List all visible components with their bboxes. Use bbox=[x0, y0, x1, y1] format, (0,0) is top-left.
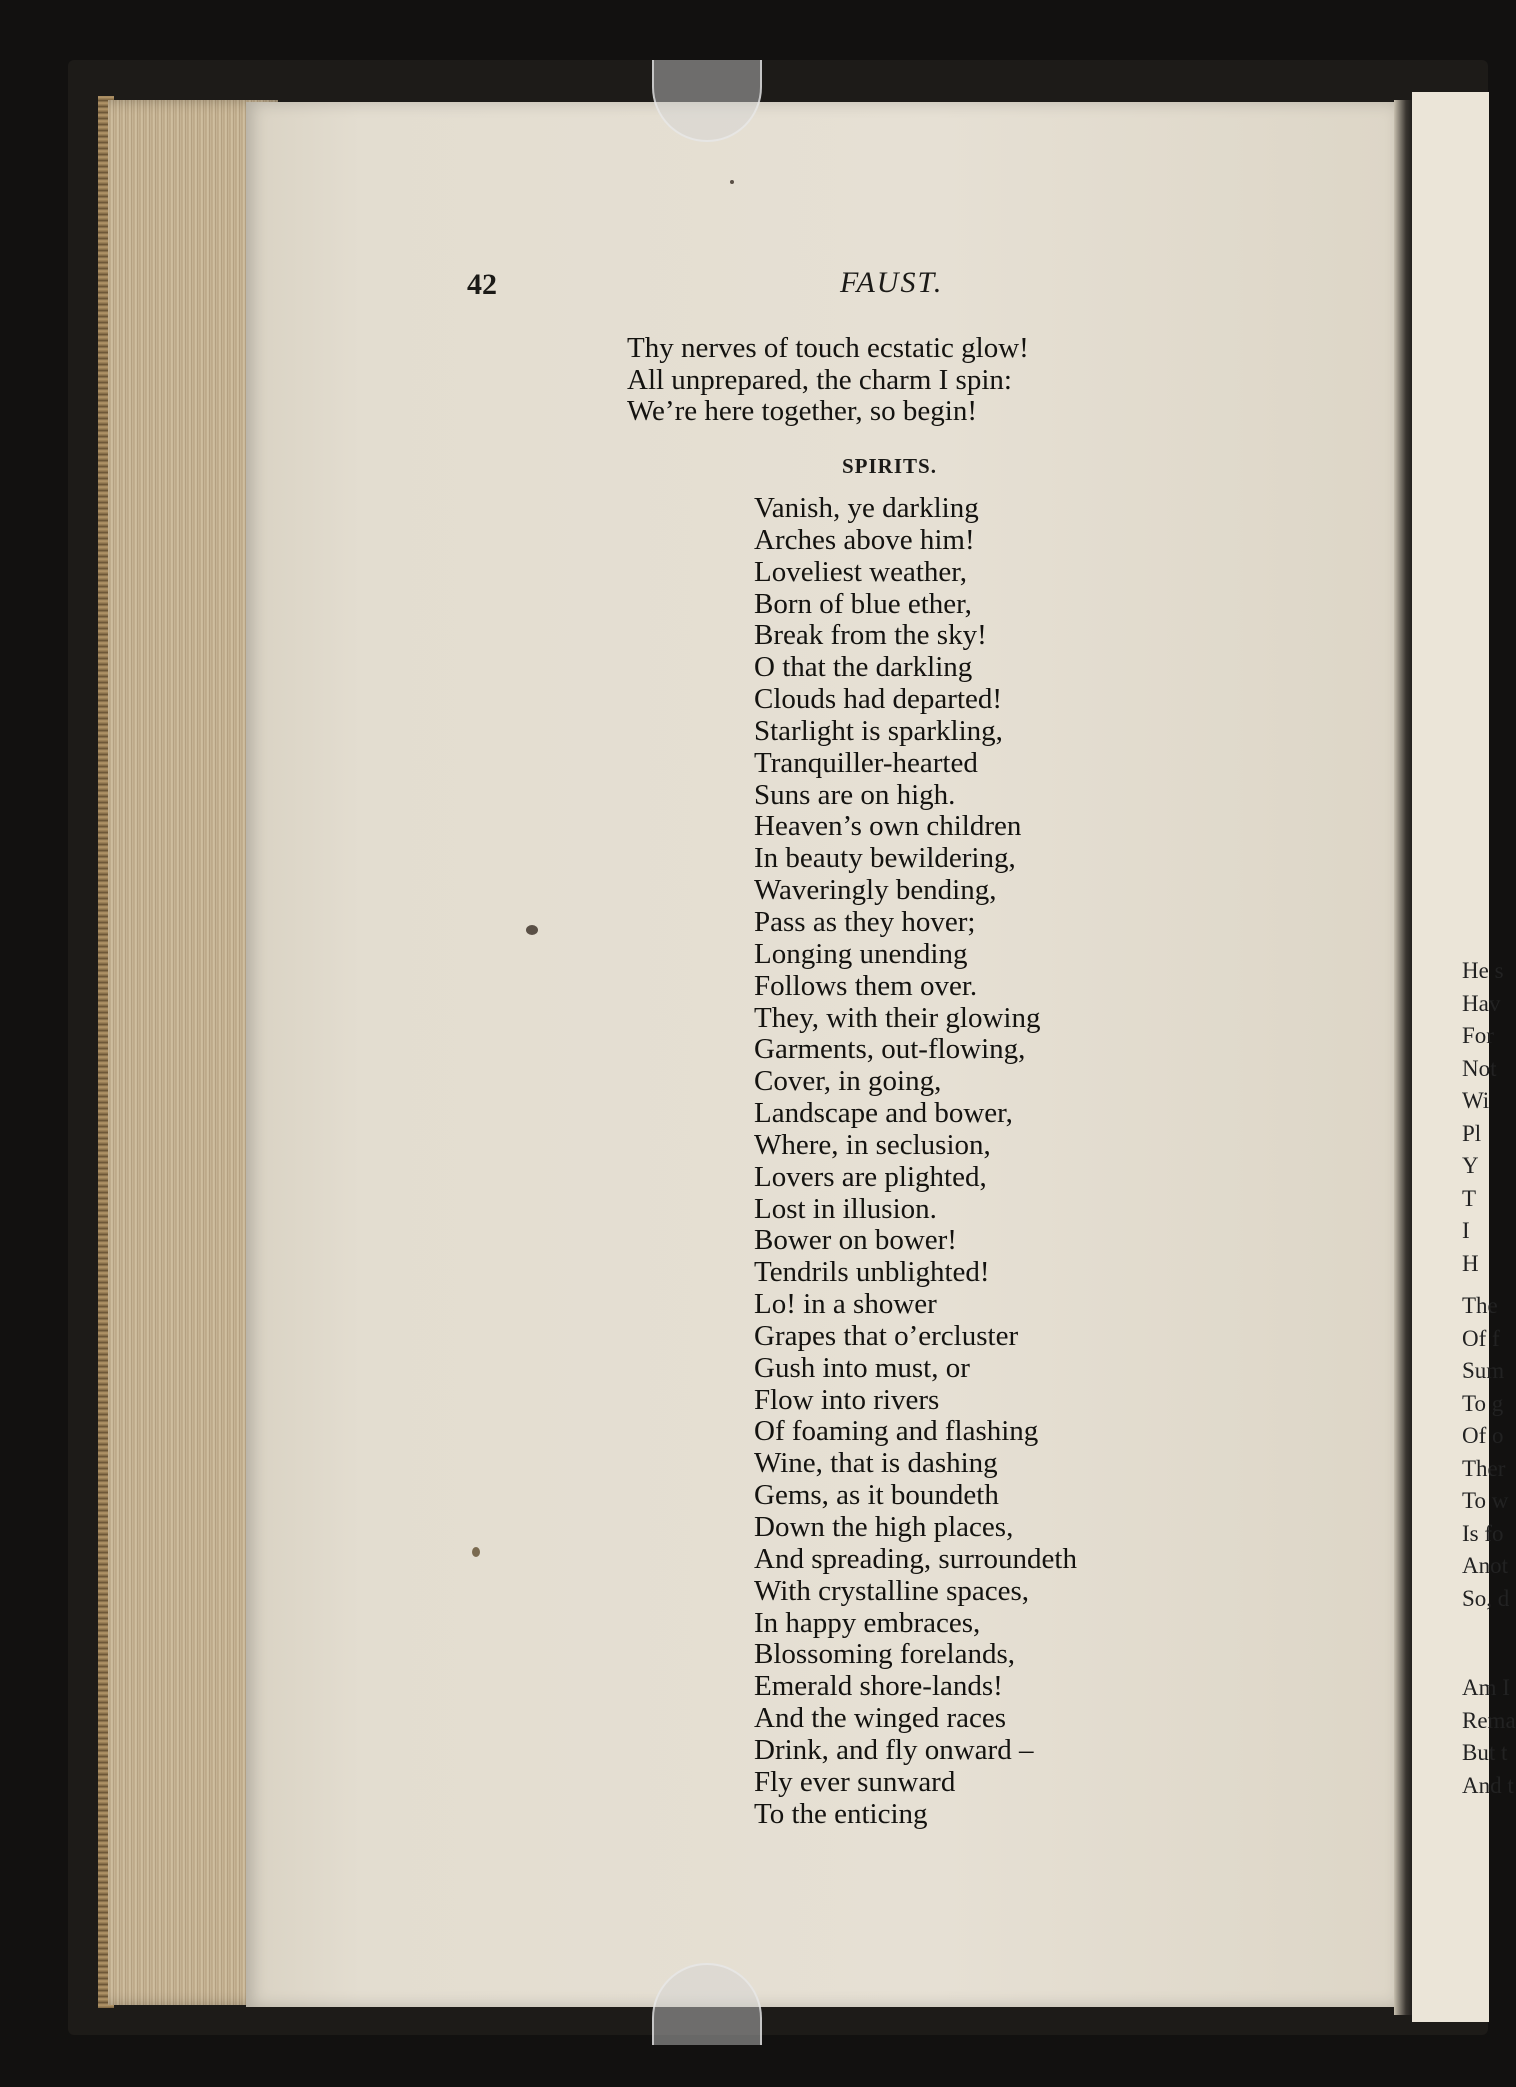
facing-page-line: To g bbox=[1462, 1390, 1504, 1416]
verse-line: Lost in illusion. bbox=[754, 1192, 937, 1225]
verse-line: Grapes that o’ercluster bbox=[754, 1319, 1019, 1352]
page-number: 42 bbox=[467, 268, 497, 301]
gutter bbox=[1394, 100, 1414, 2015]
verse-line: Lovers are plighted, bbox=[754, 1160, 987, 1193]
facing-page-line: For bbox=[1462, 1023, 1494, 1048]
verse-line: O that the darkling bbox=[754, 651, 973, 684]
verse-line: To the enticing bbox=[754, 1797, 928, 1830]
facing-page-line: Hav bbox=[1462, 990, 1501, 1016]
verse-line: Waveringly bending, bbox=[754, 874, 997, 907]
facing-page-line: Am I bbox=[1462, 1675, 1510, 1700]
facing-page-line: Of o bbox=[1462, 1423, 1504, 1448]
facing-page-line: To w bbox=[1462, 1488, 1509, 1513]
verse-line: And the winged races bbox=[754, 1702, 1007, 1735]
facing-page-line: Y bbox=[1462, 1153, 1479, 1178]
verse-line: In happy embraces, bbox=[754, 1606, 981, 1639]
verse-line: Longing unending bbox=[754, 937, 968, 970]
facing-page-line: And t bbox=[1462, 1772, 1514, 1798]
speaker-heading: SPIRITS. bbox=[842, 454, 937, 478]
verse-line: Emerald shore-lands! bbox=[754, 1670, 1003, 1703]
verse-line: We’re here together, so begin! bbox=[627, 395, 977, 427]
verse-line: Gems, as it boundeth bbox=[754, 1479, 999, 1512]
facing-page-line: H bbox=[1462, 1250, 1479, 1276]
verse-line: Wine, that is dashing bbox=[754, 1447, 998, 1480]
verse-line: Cover, in going, bbox=[754, 1065, 942, 1098]
facing-page-line: Not bbox=[1462, 1055, 1497, 1081]
spirits-verse bbox=[754, 493, 1077, 1830]
facing-page-line: T bbox=[1462, 1185, 1477, 1211]
verse-line: All unprepared, the charm I spin: bbox=[627, 363, 1012, 396]
verse-line: Drink, and fly onward – bbox=[754, 1733, 1034, 1766]
verse-line: Lo! in a shower bbox=[754, 1288, 937, 1321]
verse-line: Follows them over. bbox=[754, 969, 978, 1002]
facing-page-line: Sum bbox=[1462, 1358, 1505, 1383]
verse-line: Blossoming forelands, bbox=[754, 1638, 1015, 1671]
verse-line: Where, in seclusion, bbox=[754, 1128, 991, 1161]
facing-page-line: Pl bbox=[1462, 1120, 1482, 1146]
verse-line: Born of blue ether, bbox=[754, 587, 972, 620]
facing-page-line: Anot bbox=[1462, 1553, 1508, 1578]
verse-line: They, with their glowing bbox=[754, 1001, 1041, 1034]
facing-page-text-block-1 bbox=[1462, 955, 1504, 1280]
page-speck bbox=[526, 925, 538, 935]
verse-line: Heaven’s own children bbox=[754, 810, 1022, 843]
verse-line: Fly ever sunward bbox=[754, 1765, 956, 1798]
facing-page-line: But t bbox=[1462, 1740, 1508, 1765]
verse-line: Vanish, ye darkling bbox=[754, 492, 979, 524]
verse-line: Break from the sky! bbox=[754, 619, 987, 652]
verse-line: Starlight is sparkling, bbox=[754, 714, 1003, 747]
running-head: FAUST. bbox=[840, 266, 944, 299]
verse-line: Pass as they hover; bbox=[754, 905, 976, 938]
facing-page-line: Rema bbox=[1462, 1707, 1516, 1733]
verse-line: Landscape and bower, bbox=[754, 1097, 1013, 1130]
facing-page-line: So, d bbox=[1462, 1585, 1510, 1611]
facing-page-line: He s bbox=[1462, 958, 1504, 983]
facing-page-line: Is fo bbox=[1462, 1520, 1504, 1546]
page-speck bbox=[472, 1547, 480, 1557]
verse-line: Bower on bower! bbox=[754, 1224, 957, 1257]
page-speck bbox=[730, 180, 734, 184]
verse-line: Garments, out-flowing, bbox=[754, 1033, 1026, 1066]
facing-page-line: I bbox=[1462, 1218, 1470, 1243]
facing-page-line: Ther bbox=[1462, 1455, 1506, 1481]
verse-line: Gush into must, or bbox=[754, 1351, 970, 1384]
verse-line: Thy nerves of touch ecstatic glow! bbox=[627, 332, 1029, 364]
opening-lines bbox=[627, 333, 1029, 428]
verse-line: Tranquiller-hearted bbox=[754, 746, 978, 779]
verse-line: With crystalline spaces, bbox=[754, 1574, 1030, 1607]
verse-line: Clouds had departed! bbox=[754, 683, 1003, 716]
facing-page-line: Wi bbox=[1462, 1088, 1490, 1113]
facing-page-line: Of f bbox=[1462, 1325, 1500, 1351]
verse-line: In beauty bewildering, bbox=[754, 842, 1016, 875]
facing-page-text-block-3 bbox=[1462, 1672, 1516, 1802]
verse-line: Tendrils unblighted! bbox=[754, 1256, 990, 1289]
verse-line: Of foaming and flashing bbox=[754, 1415, 1039, 1448]
facing-page-text-block-2 bbox=[1462, 1290, 1510, 1615]
verse-line: Arches above him! bbox=[754, 523, 975, 556]
verse-line: Flow into rivers bbox=[754, 1383, 940, 1416]
facing-page-line: The bbox=[1462, 1293, 1498, 1318]
verse-line: Down the high places, bbox=[754, 1511, 1014, 1543]
verse-line: Loveliest weather, bbox=[754, 555, 968, 588]
verse-line: And spreading, surroundeth bbox=[754, 1542, 1077, 1575]
verse-line: Suns are on high. bbox=[754, 778, 956, 811]
